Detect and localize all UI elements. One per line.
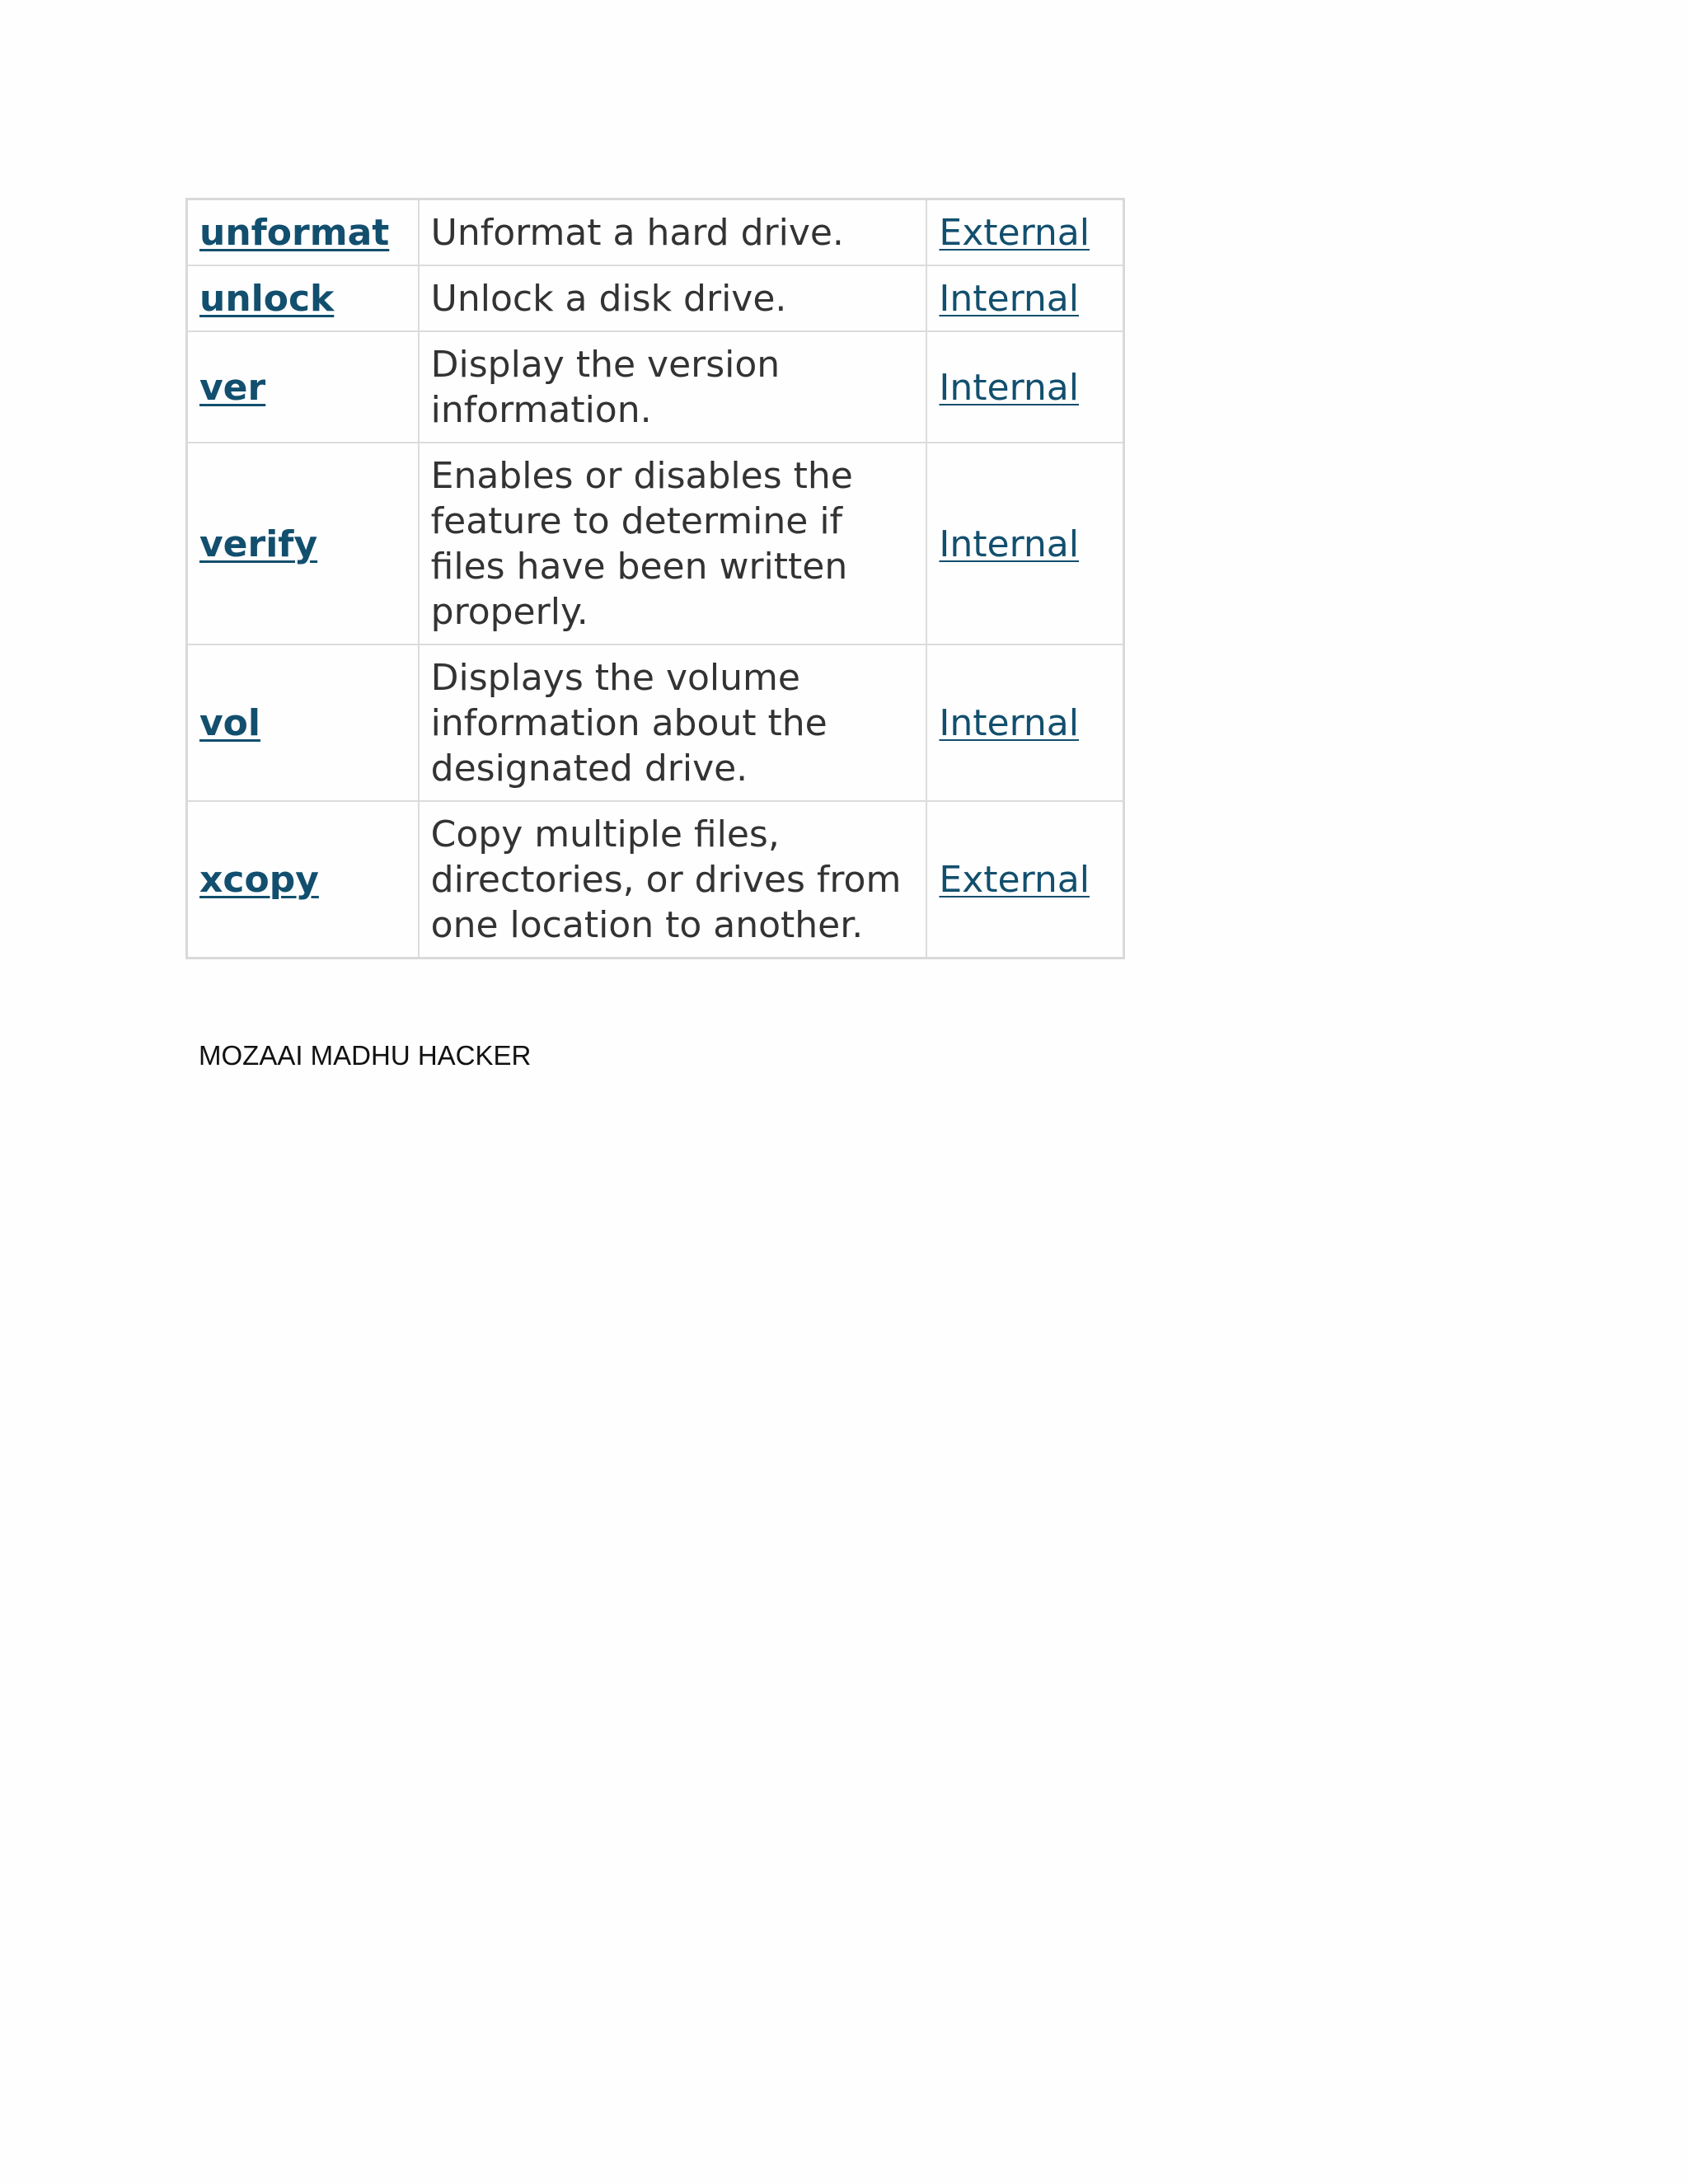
command-cell [187, 644, 419, 801]
type-cell [926, 443, 1123, 644]
table-row [187, 331, 1124, 443]
type-link-internal[interactable]: Internal [939, 702, 1079, 744]
type-link-external[interactable]: External [939, 859, 1090, 901]
command-cell [187, 801, 419, 958]
table-row [187, 801, 1124, 958]
table-row [187, 199, 1124, 266]
type-link-internal[interactable]: Internal [939, 366, 1079, 409]
command-cell [187, 265, 419, 331]
type-link-internal[interactable]: Internal [939, 523, 1079, 565]
command-link-xcopy[interactable]: xcopy [199, 859, 319, 901]
type-link-external[interactable]: External [939, 212, 1090, 254]
command-link-unlock[interactable]: unlock [199, 278, 335, 320]
description-cell: Unlock a disk drive. [419, 265, 927, 331]
type-cell [926, 331, 1123, 443]
command-link-verify[interactable]: verify [199, 523, 318, 565]
type-cell [926, 801, 1123, 958]
command-link-vol[interactable]: vol [199, 702, 260, 744]
type-cell [926, 644, 1123, 801]
command-cell [187, 443, 419, 644]
command-link-unformat[interactable]: unformat [199, 212, 390, 254]
footer-text: MOZAAI MADHU HACKER [199, 1040, 532, 1071]
type-link-internal[interactable]: Internal [939, 278, 1079, 320]
description-cell: Enables or disables the feature to determine if files have been written properly. [419, 443, 927, 644]
type-cell [926, 265, 1123, 331]
description-cell: Displays the volume information about the designated drive. [419, 644, 927, 801]
type-cell [926, 199, 1123, 266]
table-row [187, 265, 1124, 331]
description-cell: Unformat a hard drive. [419, 199, 927, 266]
description-cell: Copy multiple files, directories, or drives from one location to another. [419, 801, 927, 958]
command-table [185, 198, 1125, 959]
description-cell: Display the version information. [419, 331, 927, 443]
table-row [187, 644, 1124, 801]
command-cell [187, 199, 419, 266]
table-row [187, 443, 1124, 644]
command-link-ver[interactable]: ver [199, 366, 266, 409]
command-cell [187, 331, 419, 443]
